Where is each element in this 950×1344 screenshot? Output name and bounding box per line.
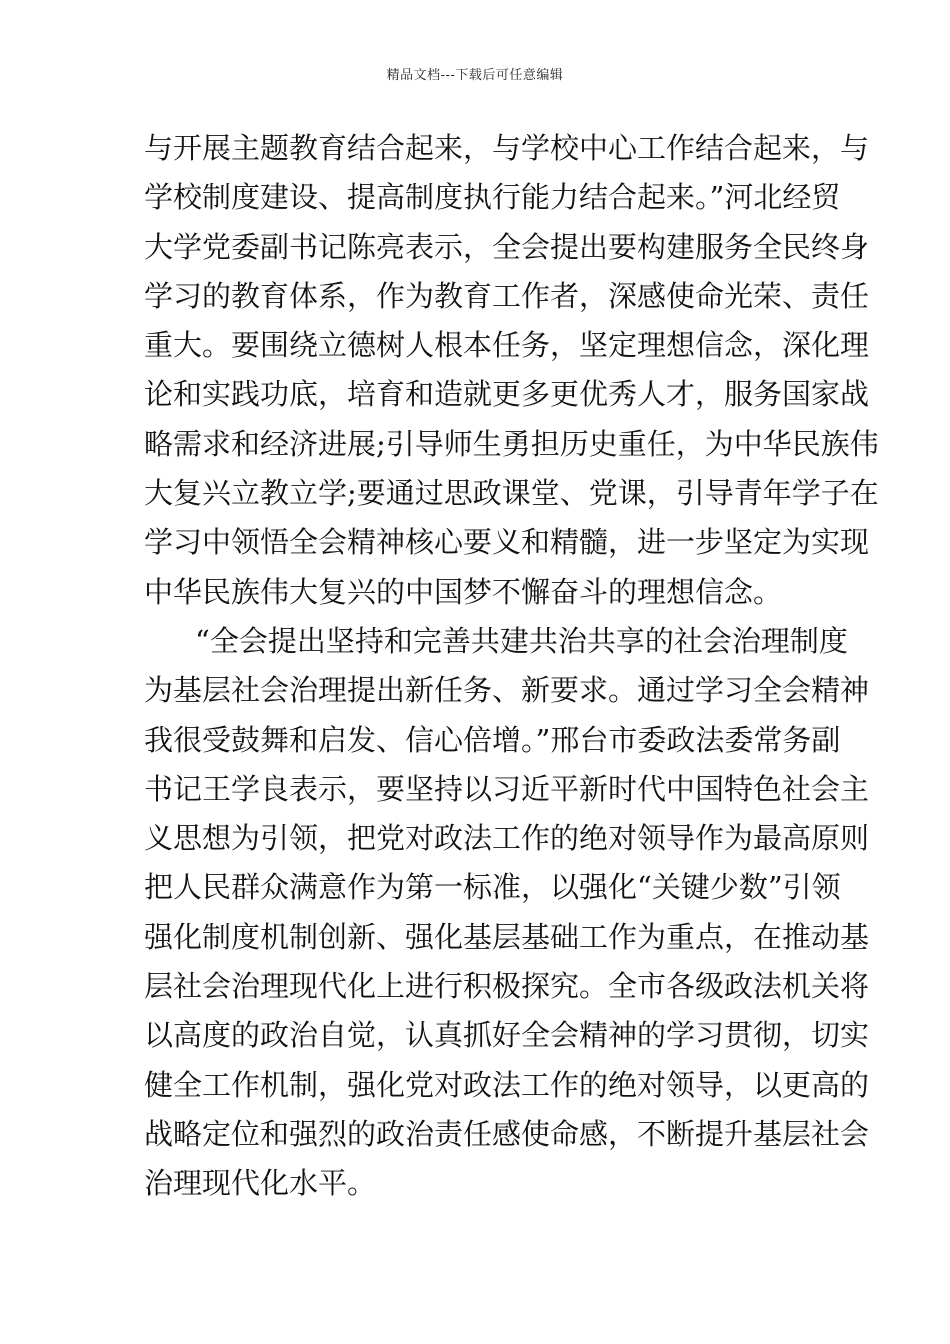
paragraph xyxy=(144,124,879,617)
paragraph xyxy=(144,617,870,1209)
text-line: 健全工作机制，强化党对政法工作的绝对领导，以更高的 xyxy=(144,1067,870,1102)
text-line: 学习中领悟全会精神核心要义和精髓，进一步坚定为实现 xyxy=(144,525,870,560)
text-line: 学校制度建设、提高制度执行能力结合起来。”河北经贸 xyxy=(144,180,841,215)
text-line: 我很受鼓舞和启发、信心倍增。”邢台市委政法委常务副 xyxy=(144,722,841,757)
text-line: 强化制度机制创新、强化基层基础工作为重点，在推动基 xyxy=(144,919,870,954)
text-line: 略需求和经济进展;引导师生勇担历史重任，为中华民族伟 xyxy=(144,426,879,461)
text-line: “全会提出坚持和完善共建共治共享的社会治理制度 xyxy=(195,623,848,658)
text-line: 以高度的政治自觉，认真抓好全会精神的学习贯彻，切实 xyxy=(144,1018,870,1053)
text-line: 义思想为引领，把党对政法工作的绝对领导作为最高原则 xyxy=(144,821,870,856)
text-line: 治理现代化水平。 xyxy=(144,1166,377,1201)
text-line: 学习的教育体系，作为教育工作者，深感使命光荣、责任 xyxy=(144,278,870,313)
text-line: 大复兴立教立学;要通过思政课堂、党课，引导青年学子在 xyxy=(144,476,879,511)
document-body xyxy=(144,124,879,1209)
text-line: 书记王学良表示，要坚持以习近平新时代中国特色社会主 xyxy=(144,771,870,806)
text-line: 大学党委副书记陈亮表示，全会提出要构建服务全民终身 xyxy=(144,229,870,264)
text-line: 论和实践功底，培育和造就更多更优秀人才，服务国家战 xyxy=(144,377,870,412)
text-line: 中华民族伟大复兴的中国梦不懈奋斗的理想信念。 xyxy=(144,574,783,609)
page-header: 精品文档---下载后可任意编辑 xyxy=(386,68,564,83)
text-line: 层社会治理现代化上进行积极探究。全市各级政法机关将 xyxy=(144,969,870,1004)
text-line: 战略定位和强烈的政治责任感使命感，不断提升基层社会 xyxy=(144,1116,870,1151)
text-line: 重大。要围绕立德树人根本任务，坚定理想信念，深化理 xyxy=(144,328,870,363)
text-line: 为基层社会治理提出新任务、新要求。通过学习全会精神 xyxy=(144,673,870,708)
text-line: 把人民群众满意作为第一标准，以强化“关键少数”引领 xyxy=(144,870,841,905)
text-line: 与开展主题教育结合起来，与学校中心工作结合起来，与 xyxy=(144,131,870,165)
